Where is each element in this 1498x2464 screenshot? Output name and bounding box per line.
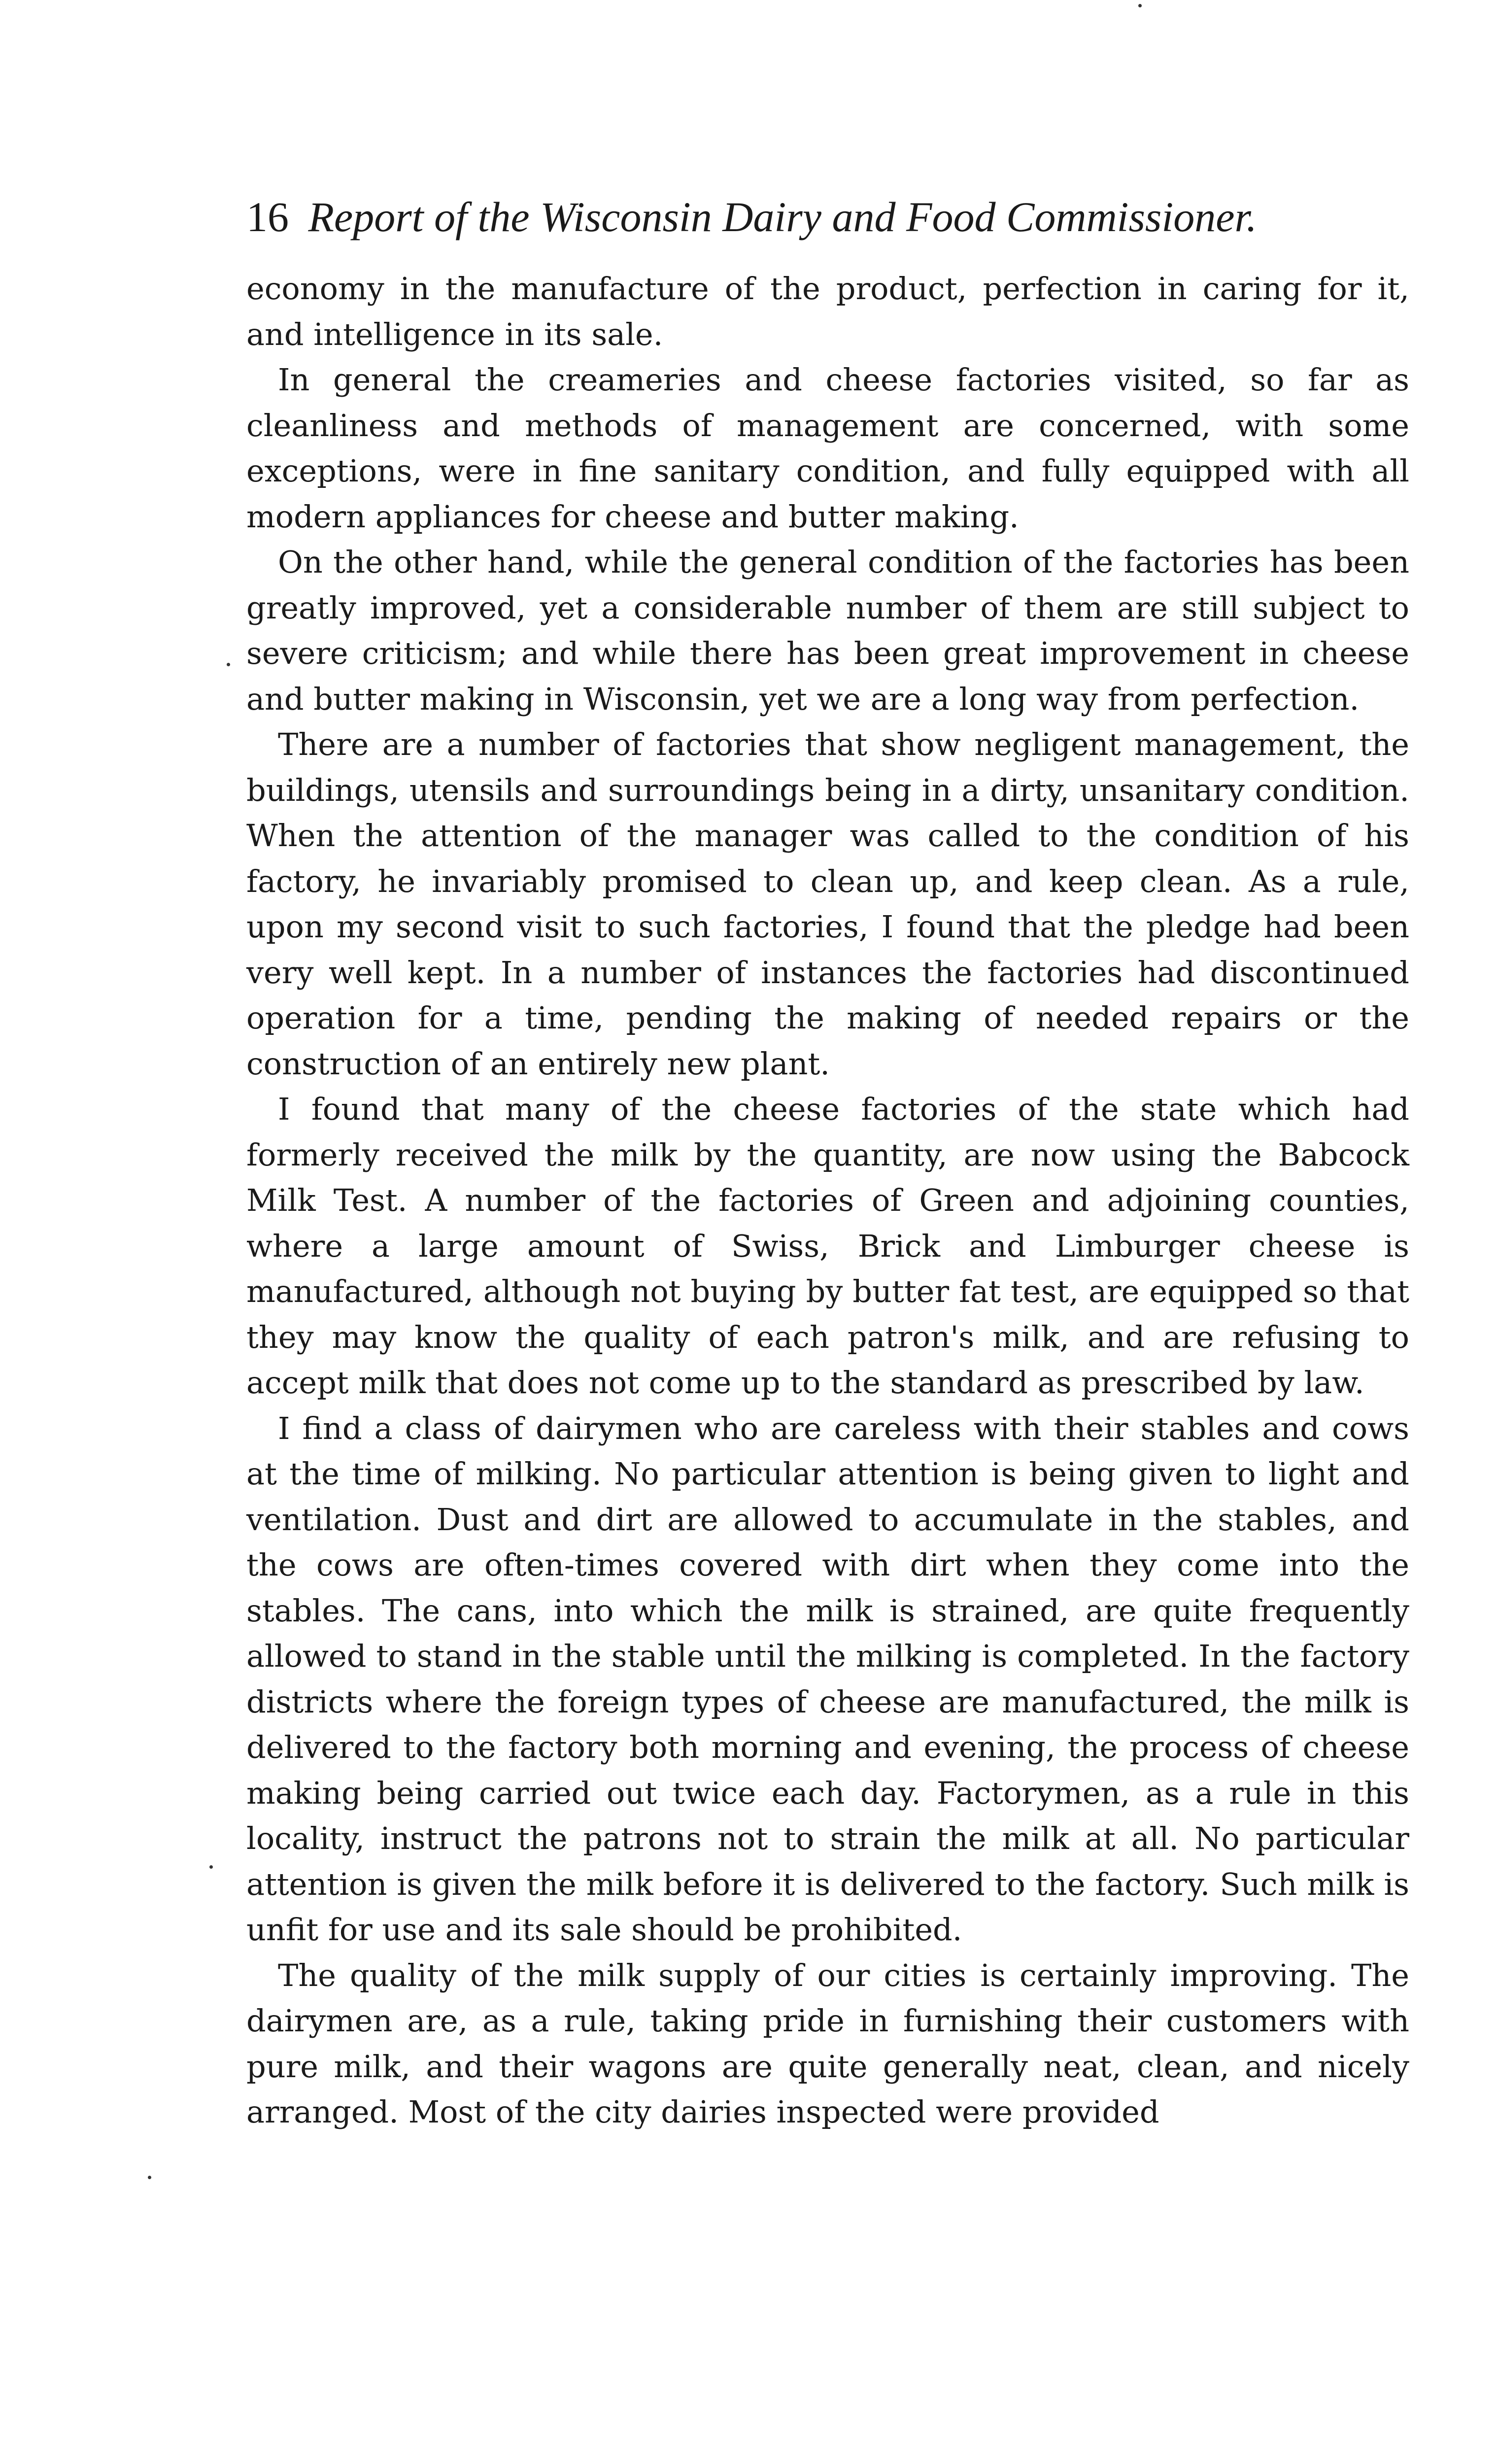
paragraph-city-milk-supply: The quality of the milk supply of our cities is certainly improving. The dairymen are, as a rule, taking pride in furnishing their customers with pure milk, and their wagons are quite generally neat, clean, and nicely arranged. Most of the city dairies inspected were provided — [246, 1957, 1409, 2130]
running-title: Report of the Wisconsin Dairy and Food Commissioner. — [308, 193, 1257, 240]
paragraph-negligent-factories: There are a number of factories that show negligent management, the buildings, utensils and surroundings being in a dirty, unsanitary condition. When the attention of the manager was called to the condition of his factory, he invariably promised to clean up, and keep clean. As a rule, upon my second visit to such factories, I found that the pledge had been very well kept. In a number of instances the factories had discontinued operation for a time, pending the making of needed repairs or the construction of an entirely new plant. — [246, 726, 1409, 1082]
paragraph-economy: economy in the manufacture of the product, perfection in caring for it, and intelligence in its sale. — [246, 271, 1409, 352]
print-speck — [209, 1865, 213, 1869]
page-header — [246, 182, 1409, 251]
print-speck — [148, 2176, 151, 2179]
print-speck — [1138, 4, 1142, 7]
paragraph-other-hand: On the other hand, while the general condition of the factories has been greatly improved, yet a considerable number of them are still subject to severe criticism; and while there has been great improvement in cheese and butter making in Wisconsin, yet we are a long way from perfection. — [246, 544, 1409, 717]
paragraph-creameries: In general the creameries and cheese factories visited, so far as cleanliness and methods of management are concerned, with some exceptions, were in fine sanitary condition, and fully equipped with all modern appliances for cheese and butter making. — [246, 362, 1409, 535]
print-speck — [227, 663, 230, 666]
paragraph-babcock-test: I found that many of the cheese factories of the state which had formerly received the milk by the quantity, are now using the Babcock Milk Test. A number of the factories of Green and adjoining counties, where a large amount of Swiss, Brick and Limburger cheese is manufactured, although not buying by butter fat test, are equipped so that they may know the quality of each patron's milk, and are refusing to accept milk that does not come up to the standard as prescribed by law. — [246, 1091, 1409, 1401]
page-number: 16 — [246, 193, 289, 240]
paragraph-careless-dairymen: I find a class of dairymen who are careless with their stables and cows at the time of milking. No particular attention is being given to light and ventilation. Dust and dirt are allowed to accumulate in the stables, and the cows are often-times covered with dirt when they come into the stables. The cans, into which the milk is strained, are quite frequently allowed to stand in the stable until the milking is completed. In the factory districts where the foreign types of cheese are manufactured, the milk is delivered to the factory both morning and evening, the process of cheese making being carried out twice each day. Factorymen, as a rule in this locality, instruct the patrons not to strain the milk at all. No particular attention is given the milk before it is delivered to the factory. Such milk is unfit for use and its sale should be prohibited. — [246, 1410, 1409, 1948]
body-text — [246, 266, 1409, 2135]
